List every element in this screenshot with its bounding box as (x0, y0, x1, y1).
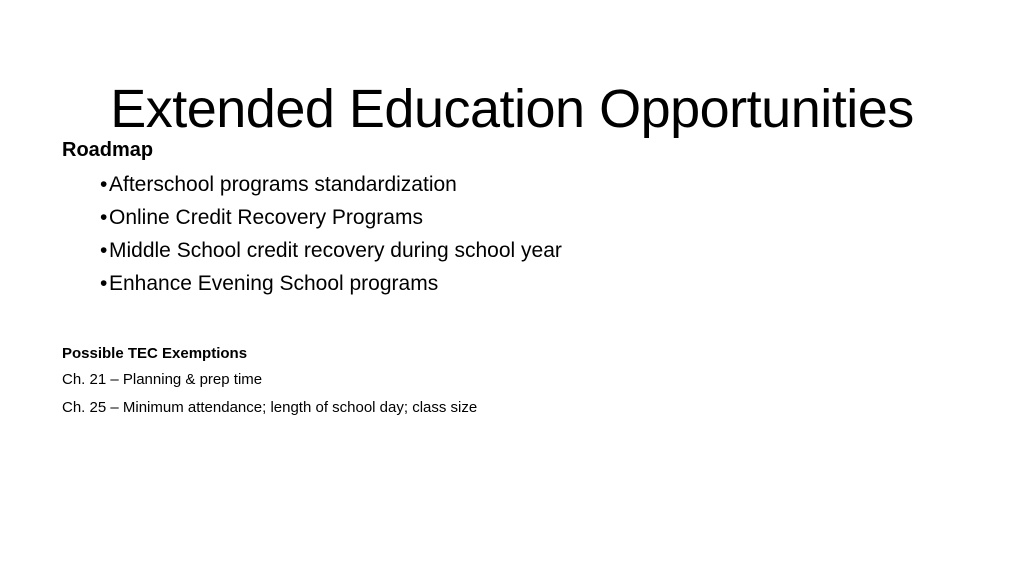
bullet-icon: • (100, 272, 108, 295)
list-item-text: Middle School credit recovery during school year (109, 239, 562, 262)
roadmap-heading: Roadmap (62, 139, 154, 161)
exemption-line: Ch. 25 – Minimum attendance; length of school day; class size (62, 399, 478, 416)
exemptions-heading: Possible TEC Exemptions (62, 345, 248, 362)
exemptions-section (62, 342, 962, 422)
slide-content (62, 136, 962, 422)
slide-title: Extended Education Opportunities (110, 79, 914, 140)
list-item (100, 234, 962, 267)
list-item (100, 267, 962, 300)
exemption-line: Ch. 21 – Planning & prep time (62, 371, 263, 388)
roadmap-list (62, 168, 962, 300)
list-item-text: Enhance Evening School programs (109, 272, 439, 295)
bullet-icon: • (100, 239, 108, 262)
list-item (100, 201, 962, 234)
list-item-text: Afterschool programs standardization (109, 173, 457, 196)
bullet-icon: • (100, 173, 108, 196)
list-item-text: Online Credit Recovery Programs (109, 206, 423, 229)
list-item (100, 168, 962, 201)
bullet-icon: • (100, 206, 108, 229)
